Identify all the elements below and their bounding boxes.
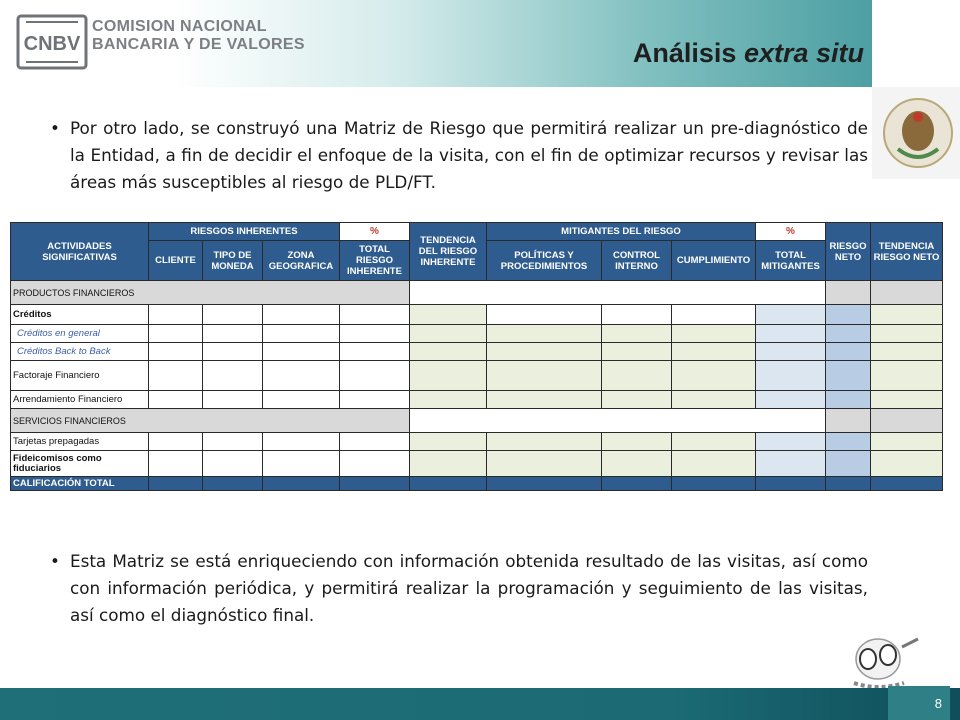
table-row xyxy=(11,391,943,409)
section-cell xyxy=(871,281,943,305)
header-zona-geografica: ZONA GEOGRAFICA xyxy=(263,241,340,281)
table-row xyxy=(11,305,943,325)
row-label-creditos: Créditos xyxy=(11,305,149,325)
bullet-2: • xyxy=(50,551,60,571)
table-row xyxy=(11,361,943,391)
footer-band xyxy=(0,688,960,720)
header-tipo-moneda: TIPO DE MONEDA xyxy=(203,241,263,281)
decorative-figure-icon xyxy=(844,633,924,693)
row-label-fideicomisos: Fideicomisos como fiduciarios xyxy=(11,451,149,477)
logo-mark: CNBV xyxy=(23,33,81,55)
header-band xyxy=(0,0,872,87)
title-italic: extra situ xyxy=(743,38,864,68)
mexico-seal-icon xyxy=(872,87,960,179)
page-title xyxy=(633,38,864,69)
paragraph-2-text: Esta Matriz se está enriqueciendo con información obtenida resultado de las visitas, así como con información periódica, y permitirá realizar la programación y seguimiento de las visitas, así como el diagnóstico final. xyxy=(70,551,868,625)
header-pct-1: % xyxy=(340,223,410,241)
table-row xyxy=(11,325,943,343)
table-row xyxy=(11,343,943,361)
header-control-interno: CONTROL INTERNO xyxy=(602,241,672,281)
header-tendencia-neto: TENDENCIA RIESGO NETO xyxy=(871,223,943,281)
table-row xyxy=(11,451,943,477)
header-riesgo-neto: RIESGO NETO xyxy=(826,223,871,281)
paragraph-1-text: Por otro lado, se construyó una Matriz de Riesgo que permitirá realizar un pre-diagnóstico de la Entidad, a fin de decidir el enfoque de la visita, con el fin de optimizar recursos y revisar las áreas más susceptibles al riesgo de PLD/FT. xyxy=(70,118,868,192)
row-label-productos: PRODUCTOS FINANCIEROS xyxy=(11,281,410,305)
header-total-mitigantes: TOTAL MITIGANTES xyxy=(756,241,826,281)
header-cumplimiento: CUMPLIMIENTO xyxy=(672,241,756,281)
header-riesgos-inherentes: RIESGOS INHERENTES xyxy=(149,223,340,241)
table-row xyxy=(11,433,943,451)
row-label-creditos-btb: Créditos Back to Back xyxy=(11,343,149,361)
section-spacer xyxy=(410,281,826,305)
header-pct-2: % xyxy=(756,223,826,241)
section-spacer xyxy=(410,409,826,433)
row-label-creditos-general: Créditos en general xyxy=(11,325,149,343)
risk-matrix-table xyxy=(10,222,943,491)
row-label-factoraje: Factoraje Financiero xyxy=(11,361,149,391)
row-label-arrendamiento: Arrendamiento Financiero xyxy=(11,391,149,409)
section-row-productos xyxy=(11,281,943,305)
section-cell xyxy=(826,409,871,433)
org-line-2: BANCARIA Y DE VALORES xyxy=(92,36,305,53)
bullet-1: • xyxy=(50,118,60,138)
section-cell xyxy=(826,281,871,305)
row-label-calificacion: CALIFICACIÓN TOTAL xyxy=(11,477,149,491)
header-tendencia-inherente: TENDENCIA DEL RIESGO INHERENTE xyxy=(410,223,487,281)
header-politicas: POLÍTICAS Y PROCEDIMIENTOS xyxy=(487,241,602,281)
paragraph-2 xyxy=(50,548,868,629)
header-total-riesgo-inherente: TOTAL RIESGO INHERENTE xyxy=(340,241,410,281)
row-label-servicios: SERVICIOS FINANCIEROS xyxy=(11,409,410,433)
header-actividades: ACTIVIDADES SIGNIFICATIVAS xyxy=(11,223,149,281)
section-row-servicios xyxy=(11,409,943,433)
header-cliente: CLIENTE xyxy=(149,241,203,281)
section-cell xyxy=(871,409,943,433)
org-line-1: COMISION NACIONAL xyxy=(92,18,267,35)
page-number: 8 xyxy=(934,696,942,711)
org-name xyxy=(92,18,305,54)
total-row xyxy=(11,477,943,491)
paragraph-1 xyxy=(50,115,868,196)
title-plain: Análisis xyxy=(632,38,737,68)
row-label-tarjetas: Tarjetas prepagadas xyxy=(11,433,149,451)
header-mitigantes: MITIGANTES DEL RIESGO xyxy=(487,223,756,241)
